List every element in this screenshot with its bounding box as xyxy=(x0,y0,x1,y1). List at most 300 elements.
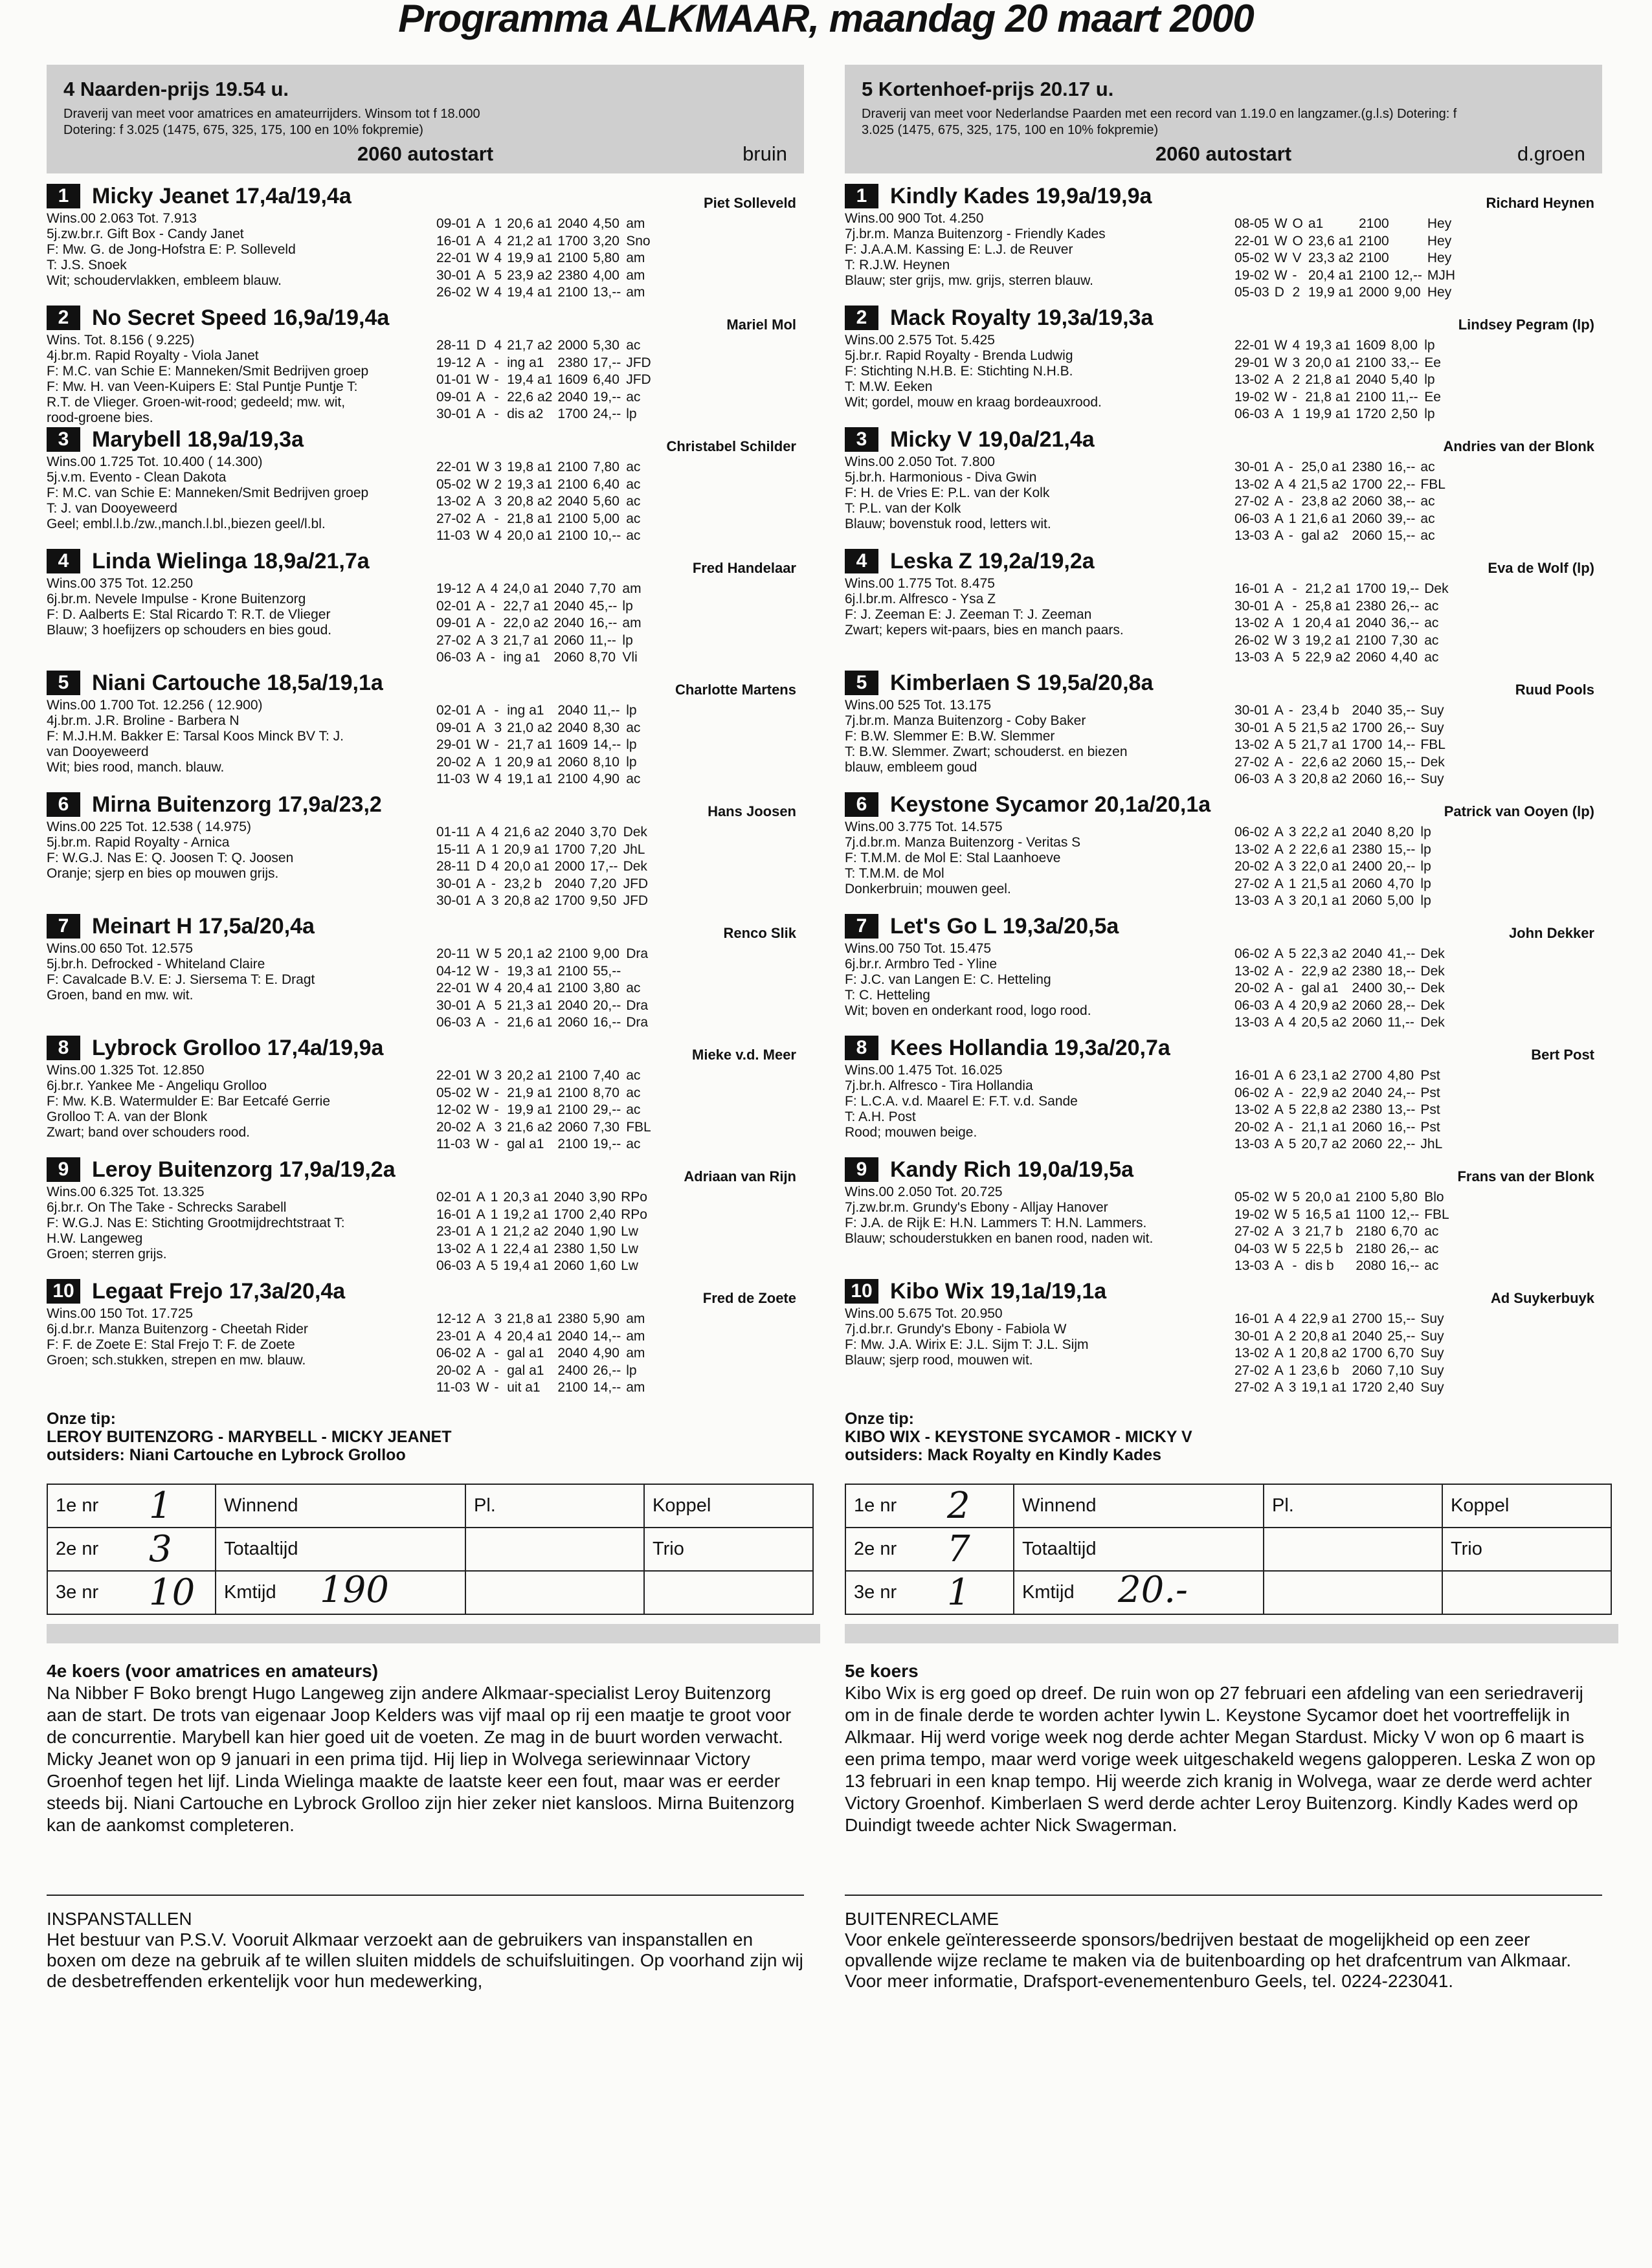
form-cell: 24,-- xyxy=(593,406,621,421)
driver-name: Charlotte Martens xyxy=(675,682,796,698)
form-cell: - xyxy=(1292,267,1297,283)
form-cell: dis a2 xyxy=(507,406,544,421)
form-cell: W xyxy=(476,981,489,995)
result-pl xyxy=(465,1528,644,1571)
horse-info-line: van Dooyeweerd xyxy=(47,744,149,759)
form-cell: 22,9 a2 xyxy=(1301,963,1347,979)
form-cell: 24,0 a1 xyxy=(503,581,549,596)
form-cell: gal a2 xyxy=(1301,528,1339,543)
form-cell: gal a1 xyxy=(507,1362,544,1378)
form-cell: ac xyxy=(1424,1224,1439,1239)
form-cell: FBL xyxy=(1424,1206,1449,1222)
form-cell: 22-01 xyxy=(436,250,471,265)
result-row xyxy=(47,1528,813,1571)
form-cell: 1720 xyxy=(1356,406,1387,421)
horse-info-line: F: T.M.M. de Mol E: Stal Laanhoeve xyxy=(845,850,1061,865)
form-cell: W xyxy=(1274,355,1288,370)
form-cell: ac xyxy=(626,338,641,353)
form-cell: 2100 xyxy=(557,772,588,786)
tip-label: Onze tip: xyxy=(845,1410,914,1428)
form-cell: 1,60 xyxy=(589,1258,616,1273)
form-row xyxy=(1234,998,1449,1014)
driver-name: Mieke v.d. Meer xyxy=(692,1047,796,1063)
horse-entry xyxy=(845,303,1602,425)
horse-number: 4 xyxy=(845,549,878,573)
horse-info-line: 6j.br.r. Yankee Me - Angeliqu Grolloo xyxy=(47,1078,267,1093)
form-cell: 19,2 a1 xyxy=(503,1206,549,1222)
form-cell: 12,-- xyxy=(1391,1206,1420,1222)
form-cell: 21,9 a1 xyxy=(507,1085,553,1100)
result-label-text: Kmtijd xyxy=(1022,1582,1075,1603)
horse-list xyxy=(47,173,804,1398)
form-cell: 2060 xyxy=(1352,511,1383,526)
form-cell: 1100 xyxy=(1356,1206,1385,1222)
form-cell: ac xyxy=(1420,511,1435,526)
form-cell: 13-02 xyxy=(1234,372,1269,387)
form-cell: 5 xyxy=(1288,737,1297,752)
form-row xyxy=(436,528,644,544)
form-cell: 11-03 xyxy=(436,772,471,786)
form-cell: V xyxy=(1292,250,1302,265)
form-cell: 13-02 xyxy=(436,494,471,509)
form-cell: Blo xyxy=(1424,1190,1444,1205)
form-cell: 2060 xyxy=(1356,650,1387,665)
horse-entry xyxy=(845,1276,1602,1398)
form-cell: 2100 xyxy=(1356,389,1387,405)
form-cell: 2000 xyxy=(554,859,585,874)
form-cell: 09-01 xyxy=(436,389,471,405)
result-label-text: Totaaltijd xyxy=(1022,1539,1097,1559)
form-cell: Lw xyxy=(621,1258,638,1273)
horse-info-line: F: J.A. de Rijk E: H.N. Lammers T: H.N. Lammers. xyxy=(845,1216,1147,1230)
form-cell: 1,50 xyxy=(589,1241,616,1256)
horse-name-text: Kibo Wix 19,1a/19,1a xyxy=(890,1279,1107,1304)
horse-entry xyxy=(47,1276,804,1398)
form-cell: A xyxy=(1274,703,1284,718)
form-cell: 13-02 xyxy=(1234,841,1269,857)
form-cell: 20,1 a1 xyxy=(1301,893,1347,908)
form-row xyxy=(1234,703,1449,719)
form-cell: W xyxy=(476,372,489,387)
form-cell: A xyxy=(1274,406,1284,421)
result-pl xyxy=(1264,1571,1442,1614)
form-cell: 20,4 a1 xyxy=(1305,616,1351,630)
horse-name xyxy=(47,1276,804,1306)
form-cell: 19,1 a1 xyxy=(507,772,553,786)
page-title: Programma ALKMAAR, maandag 20 maart 2000 xyxy=(398,0,1254,40)
horse-info-line: 7j.br.h. Alfresco - Tira Hollandia xyxy=(845,1078,1033,1093)
form-cell: 2060 xyxy=(1352,494,1383,509)
form-cell: 5 xyxy=(494,267,502,283)
form-row xyxy=(436,1329,649,1345)
form-cell: 13-03 xyxy=(1234,1137,1269,1151)
result-row xyxy=(47,1484,813,1528)
form-cell: 4 xyxy=(494,528,502,543)
form-table xyxy=(435,337,656,424)
form-cell: ac xyxy=(1424,1258,1439,1273)
form-cell: 4 xyxy=(494,285,502,300)
result-extra: Koppel xyxy=(1442,1484,1611,1528)
form-cell: am xyxy=(626,267,645,283)
form-cell: 30-01 xyxy=(436,893,471,908)
driver-name: Andries van der Blonk xyxy=(1443,438,1594,454)
form-cell: A xyxy=(476,754,486,770)
form-row xyxy=(436,1068,655,1084)
form-row xyxy=(436,494,644,510)
horse-name-text: Lybrock Grolloo 17,4a/19,9a xyxy=(92,1036,384,1060)
form-cell: 21,8 a1 xyxy=(1305,389,1351,405)
form-cell: 21,8 a1 xyxy=(1305,372,1351,387)
horse-entry xyxy=(845,668,1602,790)
form-cell: 2080 xyxy=(1356,1258,1387,1273)
form-cell: - xyxy=(494,737,499,752)
form-cell: W xyxy=(1274,233,1288,249)
form-cell: A xyxy=(476,511,486,526)
form-cell: 13,-- xyxy=(1387,1102,1416,1117)
race-column-5 xyxy=(845,65,1602,1992)
horse-info-line: R.T. de Vlieger. Groen-wit-rood; gedeeld; mw. wit, xyxy=(47,395,346,410)
form-cell: A xyxy=(1274,616,1284,630)
form-cell: 4 xyxy=(494,250,502,265)
horse-info xyxy=(47,1184,435,1262)
form-cell: ac xyxy=(626,476,641,492)
form-cell: 20,7 a2 xyxy=(1301,1137,1347,1151)
form-cell: 19,4 a1 xyxy=(507,372,553,387)
form-row xyxy=(436,1346,649,1362)
form-cell: A xyxy=(1274,528,1284,543)
form-cell: 2100 xyxy=(557,511,588,526)
form-cell: 3 xyxy=(494,1119,502,1135)
form-cell: 19,2 a1 xyxy=(1305,632,1351,648)
horse-info xyxy=(47,1063,435,1140)
form-cell: 16-01 xyxy=(436,1206,471,1222)
form-cell: 19-02 xyxy=(1234,1206,1269,1222)
form-row xyxy=(1234,581,1453,597)
form-cell: 20,0 a1 xyxy=(507,528,553,543)
form-cell: 22,8 a2 xyxy=(1301,1102,1347,1117)
notice xyxy=(47,1909,804,1992)
form-cell: 3 xyxy=(1292,355,1300,370)
form-cell: - xyxy=(1288,460,1293,474)
form-cell: 6,70 xyxy=(1387,1346,1414,1361)
form-cell: 2380 xyxy=(557,355,588,370)
form-cell: Dra xyxy=(626,997,649,1013)
form-cell: 19,8 a1 xyxy=(507,460,553,474)
horse-number: 9 xyxy=(47,1157,80,1182)
form-cell: ac xyxy=(626,772,641,786)
form-cell: 27-02 xyxy=(1234,1224,1269,1239)
form-cell: 21,7 a1 xyxy=(507,737,553,752)
form-cell: W xyxy=(476,1380,489,1395)
form-cell: 11-03 xyxy=(436,528,471,543)
form-cell: 8,70 xyxy=(589,650,616,665)
form-cell: 26-02 xyxy=(1234,632,1269,648)
horse-number: 3 xyxy=(845,427,878,452)
form-table xyxy=(1233,458,1451,546)
form-row xyxy=(1234,1137,1446,1153)
form-row xyxy=(1234,1207,1453,1223)
form-cell: 22-01 xyxy=(1234,338,1269,353)
form-row xyxy=(436,737,644,753)
form-cell: 29-01 xyxy=(436,737,471,752)
form-cell: Suy xyxy=(1420,703,1444,718)
form-cell xyxy=(1394,216,1426,232)
form-cell: 3 xyxy=(490,632,498,648)
commentary xyxy=(47,1660,804,1836)
form-cell: W xyxy=(476,737,489,752)
form-cell: 1 xyxy=(1288,511,1297,526)
form-cell: A xyxy=(1274,859,1284,874)
form-cell: 22,0 a2 xyxy=(503,616,549,630)
result-extra xyxy=(1442,1571,1611,1614)
form-cell: A xyxy=(1274,1258,1284,1273)
horse-info xyxy=(47,576,435,638)
horse-name-text: No Secret Speed 16,9a/19,4a xyxy=(92,306,390,330)
form-cell: 10,-- xyxy=(593,528,621,543)
form-cell: gal a1 xyxy=(507,1137,544,1151)
form-cell: 09-01 xyxy=(436,720,471,735)
form-cell: 20-02 xyxy=(436,1119,471,1135)
form-cell: 3,70 xyxy=(590,825,617,839)
horse-info-line: Wins.00 1.775 Tot. 8.475 xyxy=(845,576,995,591)
form-cell: 11-03 xyxy=(436,1380,471,1395)
form-cell: - xyxy=(494,1346,499,1361)
form-cell: 2400 xyxy=(557,1362,588,1378)
form-cell: lp xyxy=(626,406,637,421)
form-cell: 4 xyxy=(491,859,499,874)
form-row xyxy=(1234,1102,1446,1118)
form-cell: 20-02 xyxy=(1234,981,1269,995)
form-cell: 2040 xyxy=(1352,946,1383,961)
form-cell: A xyxy=(1274,1311,1284,1326)
form-cell: ac xyxy=(626,1102,641,1117)
form-cell: 13,-- xyxy=(593,285,621,300)
form-cell: 20,-- xyxy=(593,997,621,1013)
form-cell: 4,70 xyxy=(1387,876,1414,891)
form-cell: 1720 xyxy=(1352,1380,1383,1395)
form-cell: 20,0 a1 xyxy=(1305,1190,1351,1205)
form-cell: 20,8 a1 xyxy=(1301,1328,1347,1344)
form-cell: 38,-- xyxy=(1387,494,1416,509)
form-cell: 19,1 a1 xyxy=(1301,1380,1347,1395)
horse-info-line: Zwart; kepers wit-paars, bies en manch paars. xyxy=(845,623,1124,638)
form-cell: W xyxy=(1274,1206,1288,1222)
form-cell: 2380 xyxy=(1352,841,1383,857)
form-row xyxy=(1234,1190,1453,1206)
form-cell: - xyxy=(494,1015,499,1030)
form-cell: lp xyxy=(626,754,637,770)
form-cell: A xyxy=(476,1206,486,1222)
form-cell: ing a1 xyxy=(507,355,544,370)
form-cell: ac xyxy=(1424,1241,1439,1256)
horse-info-line: Wit; bies rood, manch. blauw. xyxy=(47,760,225,775)
form-cell: 21,2 a1 xyxy=(1305,581,1351,596)
form-cell: 17,-- xyxy=(590,859,618,874)
form-cell: - xyxy=(490,598,495,614)
form-cell: 2,40 xyxy=(1387,1380,1414,1395)
form-cell: am xyxy=(626,285,645,300)
form-cell: 3 xyxy=(494,1311,502,1326)
form-cell: Dek xyxy=(1420,981,1445,995)
form-cell: 16,-- xyxy=(1387,460,1416,474)
form-cell: 1609 xyxy=(557,372,588,387)
form-cell: 13-02 xyxy=(1234,963,1269,979)
form-cell: 39,-- xyxy=(1387,511,1416,526)
form-cell: Dra xyxy=(626,946,649,961)
form-cell: 05-02 xyxy=(1234,250,1269,265)
form-cell: 2100 xyxy=(1356,632,1387,648)
form-cell: A xyxy=(476,267,486,283)
form-cell: 6 xyxy=(1288,1068,1297,1083)
form-cell: 1 xyxy=(494,754,502,770)
form-cell: 22,-- xyxy=(1387,476,1416,492)
notice xyxy=(845,1909,1602,1992)
result-row xyxy=(47,1571,813,1614)
horse-name-text: Kees Hollandia 19,3a/20,7a xyxy=(890,1036,1170,1060)
form-cell: am xyxy=(626,1311,645,1326)
form-cell: RPo xyxy=(621,1206,647,1222)
form-cell: dis b xyxy=(1305,1258,1334,1273)
form-cell: 2380 xyxy=(1352,1102,1383,1117)
form-cell: 45,-- xyxy=(589,598,618,614)
form-cell: - xyxy=(1288,494,1293,509)
result-label-text: Winnend xyxy=(1022,1495,1097,1516)
form-row xyxy=(436,616,645,632)
horse-info-line: 7j.d.br.m. Manza Buitenzorg - Veritas S xyxy=(845,835,1081,850)
form-cell: A xyxy=(1274,1102,1284,1117)
form-cell: A xyxy=(1274,720,1284,735)
form-cell: 13-02 xyxy=(1234,476,1269,492)
form-cell: 27-02 xyxy=(1234,494,1269,509)
form-cell: 15-11 xyxy=(436,841,471,857)
horse-info-line: F: B.W. Slemmer E: B.W. Slemmer xyxy=(845,729,1055,744)
horse-info-line: F: Mw. K.B. Watermulder E: Bar Eetcafé Gerrie xyxy=(47,1094,331,1109)
form-cell: 2040 xyxy=(1352,1085,1383,1100)
form-cell: 19-12 xyxy=(436,355,471,370)
form-cell: Hey xyxy=(1427,216,1452,231)
form-cell: 41,-- xyxy=(1387,946,1416,961)
horse-info-line: F: Cavalcade B.V. E: J. Siersema T: E. Dragt xyxy=(47,972,315,987)
form-cell: A xyxy=(476,233,486,249)
form-cell: 2040 xyxy=(553,616,585,630)
form-cell: 2700 xyxy=(1352,1068,1383,1083)
horse-info-line: Wins. Tot. 8.156 ( 9.225) xyxy=(47,333,195,348)
form-row xyxy=(436,285,654,301)
form-row xyxy=(436,268,654,284)
form-cell: 06-03 xyxy=(1234,997,1269,1013)
form-cell: ac xyxy=(626,494,641,509)
form-cell: 20,8 a2 xyxy=(1301,772,1347,786)
form-row xyxy=(1234,981,1449,997)
form-cell: 9,00 xyxy=(1394,285,1421,300)
form-table xyxy=(1233,1067,1447,1154)
horse-info xyxy=(47,1306,435,1368)
form-cell: 5,00 xyxy=(593,511,620,526)
form-cell: 26,-- xyxy=(1387,720,1416,735)
form-cell: 1 xyxy=(494,216,502,231)
form-cell: lp xyxy=(1424,372,1435,387)
form-row xyxy=(1234,1015,1449,1031)
form-row xyxy=(436,1224,651,1240)
form-cell: O xyxy=(1292,233,1303,249)
horse-info-line: Wit; boven en onderkant rood, logo rood. xyxy=(845,1003,1091,1018)
form-row xyxy=(1234,1085,1446,1102)
horse-name-text: Mack Royalty 19,3a/19,3a xyxy=(890,306,1154,330)
form-row xyxy=(436,511,644,528)
form-cell: Suy xyxy=(1420,1328,1444,1344)
form-cell: A xyxy=(476,598,486,614)
form-row xyxy=(436,964,652,980)
driver-name: Eva de Wolf (lp) xyxy=(1488,560,1594,576)
horse-name xyxy=(47,911,804,941)
horse-name xyxy=(845,911,1602,941)
form-cell: 01-11 xyxy=(436,825,471,839)
handwritten-kmtime: 190 xyxy=(320,1569,389,1611)
horse-info-line: F: M.C. van Schie E: Manneken/Smit Bedrijven groep xyxy=(47,485,369,500)
tip-block xyxy=(845,1410,1602,1464)
form-cell: 2 xyxy=(1292,285,1300,300)
form-cell: W xyxy=(476,460,489,474)
form-cell: A xyxy=(476,703,486,718)
form-cell: 20,4 a1 xyxy=(507,981,553,995)
result-place: 2e nr xyxy=(845,1528,939,1571)
form-cell: 28-11 xyxy=(436,338,471,353)
form-cell: 2060 xyxy=(1352,876,1383,891)
form-row xyxy=(1234,338,1445,354)
form-cell: 23,6 a1 xyxy=(1308,233,1354,249)
form-cell: RPo xyxy=(621,1190,647,1205)
form-row xyxy=(1234,1258,1453,1274)
form-cell: 30-01 xyxy=(1234,460,1269,474)
form-cell: W xyxy=(476,1068,489,1083)
form-cell: 16-01 xyxy=(1234,1311,1269,1326)
form-cell: - xyxy=(490,616,495,630)
form-cell: 20-02 xyxy=(1234,859,1269,874)
form-cell: FBL xyxy=(1420,476,1446,492)
horse-info-line: 7j.br.m. Manza Buitenzorg - Coby Baker xyxy=(845,713,1086,728)
horse-entry xyxy=(845,425,1602,546)
form-cell: 06-03 xyxy=(436,650,471,665)
form-row xyxy=(436,1015,652,1031)
form-cell: 29,-- xyxy=(593,1102,621,1117)
form-cell: - xyxy=(494,406,499,421)
horse-info-line: Wins.00 1.325 Tot. 12.850 xyxy=(47,1063,205,1078)
form-cell: 27-02 xyxy=(436,511,471,526)
form-row xyxy=(436,1207,651,1223)
form-cell: 6,70 xyxy=(1391,1224,1418,1239)
horse-info-line: F: M.J.H.M. Bakker E: Tarsal Koos Minck BV T: J. xyxy=(47,729,344,744)
horse-info xyxy=(47,819,435,882)
form-cell: 1,90 xyxy=(589,1224,616,1239)
horse-info-line: Wins.00 525 Tot. 13.175 xyxy=(845,698,992,713)
form-cell: 16-01 xyxy=(436,233,471,249)
form-table xyxy=(1233,823,1436,911)
form-cell: 5,00 xyxy=(1387,893,1414,908)
horse-info-line: F: W.G.J. Nas E: Q. Joosen T: Q. Joosen xyxy=(47,850,294,865)
horse-info-line: 5j.br.m. Rapid Royalty - Arnica xyxy=(47,835,230,850)
form-cell: A xyxy=(476,216,486,231)
result-place: 3e nr xyxy=(845,1571,939,1614)
horse-info-line: Rood; mouwen beige. xyxy=(845,1125,977,1140)
form-cell: 21,8 a1 xyxy=(507,511,553,526)
form-cell: A xyxy=(476,406,486,421)
form-cell: 22-01 xyxy=(1234,233,1269,249)
horse-number: 5 xyxy=(845,671,878,695)
form-cell: 08-05 xyxy=(1234,216,1269,231)
form-cell: 26,-- xyxy=(1391,1241,1420,1256)
form-cell: 06-03 xyxy=(1234,406,1269,421)
form-cell: W xyxy=(476,1137,489,1151)
